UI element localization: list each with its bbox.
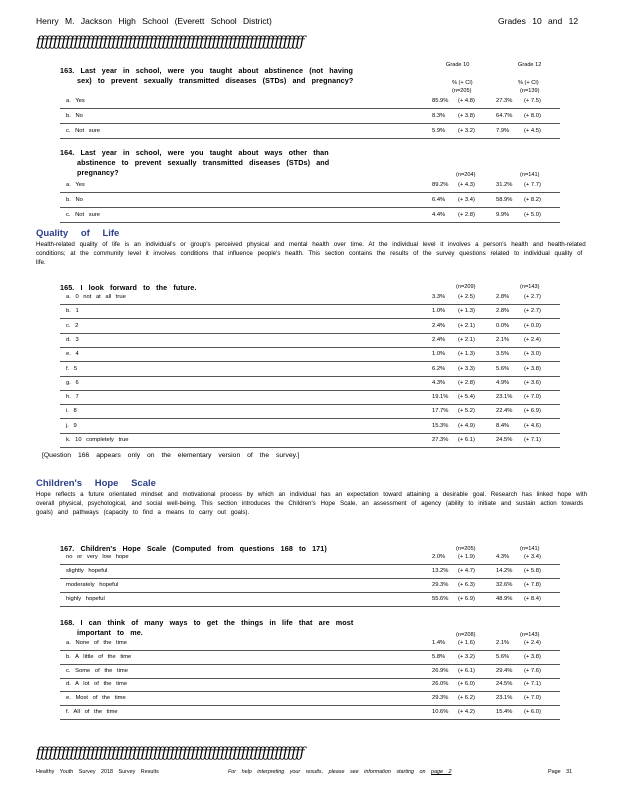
grade10-percent: 29.3% bbox=[432, 582, 449, 588]
row-divider bbox=[60, 606, 560, 607]
grade12-ci: (+ 2.4) bbox=[524, 336, 541, 343]
grade10-ci: (+ 1.6) bbox=[458, 640, 475, 646]
grade12-ci: (+ 6.9) bbox=[524, 408, 541, 415]
table-row bbox=[60, 182, 560, 191]
footer-page-link[interactable]: page 2 bbox=[431, 769, 452, 775]
decorative-rule-bottom: ƒƒƒƒƒƒƒƒƒƒƒƒƒƒƒƒƒƒƒƒƒƒƒƒƒƒƒƒƒƒƒƒƒƒƒƒƒƒƒƒƒƒƒƒƒƒƒƒƒƒƒƒƒƒƒƒƒƒƒƒƒƒƒƒ bbox=[36, 745, 304, 761]
grade10-percent: 17.7% bbox=[432, 408, 449, 415]
grade10-ci: (+ 6.2) bbox=[458, 695, 475, 702]
grade10-percent: 6.4% bbox=[432, 197, 446, 203]
row-label: d. A lot of the time bbox=[66, 681, 128, 688]
grade12-percent: 48.9% bbox=[496, 596, 513, 602]
grade10-ci: (+ 3.3) bbox=[458, 365, 475, 372]
quality-of-life-heading: Quality of Life bbox=[36, 228, 120, 239]
q163-title-line1: 163. Last year in school, were you taught about abstinence (not having bbox=[60, 66, 354, 75]
grade12-ci: (+ 8.4) bbox=[524, 596, 541, 602]
grade10-ci: (+ 1.9) bbox=[458, 554, 475, 560]
grade12-percent: 2.8% bbox=[496, 294, 510, 300]
table-row bbox=[60, 323, 560, 332]
grade10-ci: (+ 3.2) bbox=[458, 653, 475, 660]
grades-header: Grades 10 and 12 bbox=[498, 16, 579, 26]
grade10-percent: 8.3% bbox=[432, 113, 446, 119]
grade10-percent: 5.9% bbox=[432, 128, 446, 134]
row-divider bbox=[60, 447, 560, 448]
q168-n12: (n=143) bbox=[520, 632, 540, 638]
grade10-ci: (+ 5.2) bbox=[458, 408, 475, 415]
grade10-percent: 1.4% bbox=[432, 640, 446, 646]
q164-n12: (n=141) bbox=[520, 172, 540, 178]
q167-n12: (n=141) bbox=[520, 546, 540, 552]
row-divider bbox=[60, 361, 560, 362]
grade12-ci: (+ 7.5) bbox=[524, 98, 541, 104]
grade10-percent: 2.4% bbox=[432, 336, 446, 343]
row-divider bbox=[60, 192, 560, 193]
q165-title: 165. I look forward to the future. bbox=[60, 283, 197, 292]
grade12-ci: (+ 5.8) bbox=[524, 568, 541, 574]
table-row bbox=[60, 337, 560, 346]
grade10-ci: (+ 2.5) bbox=[458, 294, 475, 300]
row-label: h. 7 bbox=[66, 394, 79, 401]
q168-n10: (n=208) bbox=[456, 632, 476, 638]
grade10-percent: 4.4% bbox=[432, 212, 446, 218]
table-row bbox=[60, 640, 560, 649]
grade10-percent: 1.0% bbox=[432, 308, 446, 315]
row-divider bbox=[60, 318, 560, 319]
row-label: no or very low hope bbox=[66, 554, 129, 560]
grade12-percent: 15.4% bbox=[496, 709, 513, 715]
grade10-ci: (+ 4.8) bbox=[458, 98, 475, 104]
grade10-pct-heading: % (+ CI) bbox=[452, 80, 473, 86]
grade10-percent: 15.3% bbox=[432, 422, 449, 429]
table-row bbox=[60, 294, 560, 303]
row-label: b. No bbox=[66, 197, 83, 203]
row-divider bbox=[60, 207, 560, 208]
row-divider bbox=[60, 347, 560, 348]
grade10-percent: 5.8% bbox=[432, 653, 446, 660]
grade12-percent: 9.9% bbox=[496, 212, 510, 218]
grade12-percent: 23.1% bbox=[496, 394, 513, 401]
grade10-ci: (+ 3.4) bbox=[458, 197, 475, 203]
table-row bbox=[60, 596, 560, 605]
row-divider bbox=[60, 390, 560, 391]
grade10-ci: (+ 2.8) bbox=[458, 379, 475, 386]
grade10-ci: (+ 6.3) bbox=[458, 582, 475, 588]
grade10-ci: (+ 2.8) bbox=[458, 212, 475, 218]
grade12-ci: (+ 5.0) bbox=[524, 212, 541, 218]
grade10-ci: (+ 4.2) bbox=[458, 709, 475, 715]
row-divider bbox=[60, 719, 560, 720]
grade10-ci: (+ 5.4) bbox=[458, 394, 475, 401]
grade10-ci: (+ 6.0) bbox=[458, 681, 475, 688]
table-row bbox=[60, 366, 560, 375]
grade12-ci: (+ 3.8) bbox=[524, 653, 541, 660]
grade10-ci: (+ 6.9) bbox=[458, 596, 475, 602]
row-divider bbox=[60, 108, 560, 109]
row-label: k. 10 completely true bbox=[66, 437, 129, 443]
grade10-ci: (+ 3.8) bbox=[458, 113, 475, 119]
row-label: c. 2 bbox=[66, 322, 79, 329]
row-label: c. Some of the time bbox=[66, 667, 128, 674]
q165-n12: (n=143) bbox=[520, 284, 540, 290]
grade10-percent: 6.2% bbox=[432, 365, 446, 372]
row-label: c. Not sure bbox=[66, 128, 101, 134]
row-label: slightly hopeful bbox=[66, 568, 108, 574]
grade10-percent: 55.6% bbox=[432, 596, 449, 602]
grade12-ci: (+ 7.7) bbox=[524, 182, 541, 188]
grade12-percent: 14.2% bbox=[496, 568, 513, 574]
row-divider bbox=[60, 705, 560, 706]
row-divider bbox=[60, 304, 560, 305]
grade12-ci: (+ 6.0) bbox=[524, 709, 541, 715]
grade12-percent: 4.9% bbox=[496, 379, 510, 386]
grade12-percent: 5.6% bbox=[496, 653, 510, 660]
row-label: f. 5 bbox=[66, 365, 78, 372]
row-label: e. 4 bbox=[66, 351, 79, 358]
row-divider bbox=[60, 123, 560, 124]
grade12-ci: (+ 2.4) bbox=[524, 640, 541, 646]
row-label: c. Not sure bbox=[66, 212, 101, 218]
row-divider bbox=[60, 664, 560, 665]
row-label: highly hopeful bbox=[66, 596, 105, 602]
grade10-ci: (+ 6.1) bbox=[458, 437, 475, 443]
q167-title: 167. Children's Hope Scale (Computed from questions 168 to 171) bbox=[60, 544, 327, 553]
table-row bbox=[60, 582, 560, 591]
q163-title-line2: sex) to prevent sexually transmitted diseases (STDs) and pregnancy? bbox=[77, 76, 354, 85]
grade12-percent: 2.8% bbox=[496, 308, 510, 315]
grade12-ci: (+ 2.7) bbox=[524, 294, 541, 300]
grade10-percent: 85.9% bbox=[432, 98, 449, 104]
row-label: b. No bbox=[66, 113, 83, 119]
grade12-percent: 2.1% bbox=[496, 640, 510, 646]
grade10-percent: 27.3% bbox=[432, 437, 449, 443]
row-divider bbox=[60, 222, 560, 223]
hope-scale-heading: Children's Hope Scale bbox=[36, 478, 156, 489]
grade12-percent: 7.9% bbox=[496, 128, 510, 134]
q168-title-line2: important to me. bbox=[77, 628, 143, 637]
grade12-percent: 24.5% bbox=[496, 437, 513, 443]
grade12-heading: Grade 12 bbox=[518, 62, 542, 68]
grade10-ci: (+ 4.9) bbox=[458, 422, 475, 429]
grade12-ci: (+ 7.6) bbox=[524, 667, 541, 674]
grade12-percent: 5.6% bbox=[496, 365, 510, 372]
grade12-percent: 0.0% bbox=[496, 322, 510, 329]
grade10-percent: 3.3% bbox=[432, 294, 446, 300]
table-row bbox=[60, 423, 560, 432]
grade12-ci: (+ 3.6) bbox=[524, 379, 541, 386]
table-row bbox=[60, 681, 560, 690]
grade12-ci: (+ 3.8) bbox=[524, 365, 541, 372]
grade10-percent: 2.0% bbox=[432, 554, 446, 560]
table-row bbox=[60, 128, 560, 137]
school-header: Henry M. Jackson High School (Everett School District) bbox=[36, 16, 272, 26]
table-row bbox=[60, 98, 560, 107]
footer-help bbox=[228, 769, 452, 775]
grade10-ci: (+ 1.3) bbox=[458, 351, 475, 358]
table-row bbox=[60, 654, 560, 663]
grade10-percent: 19.1% bbox=[432, 394, 449, 401]
grade12-ci: (+ 8.0) bbox=[524, 113, 541, 119]
table-row bbox=[60, 212, 560, 221]
q164-n10: (n=204) bbox=[456, 172, 476, 178]
table-row bbox=[60, 197, 560, 206]
row-label: a. Yes bbox=[66, 182, 85, 188]
grade12-percent: 24.5% bbox=[496, 681, 513, 688]
row-divider bbox=[60, 376, 560, 377]
row-divider bbox=[60, 564, 560, 565]
table-row bbox=[60, 308, 560, 317]
grade10-ci: (+ 3.2) bbox=[458, 128, 475, 134]
table-row bbox=[60, 380, 560, 389]
grade10-percent: 13.2% bbox=[432, 568, 449, 574]
grade10-ci: (+ 1.3) bbox=[458, 308, 475, 315]
table-row bbox=[60, 568, 560, 577]
grade12-percent: 2.1% bbox=[496, 336, 510, 343]
table-row bbox=[60, 394, 560, 403]
row-divider bbox=[60, 578, 560, 579]
grade10-ci: (+ 2.1) bbox=[458, 322, 475, 329]
q164-title-line2: abstinence to prevent sexually transmitted diseases (STDs) and bbox=[77, 158, 330, 167]
grade12-percent: 4.3% bbox=[496, 554, 510, 560]
grade12-ci: (+ 0.0) bbox=[524, 322, 541, 329]
grade12-percent: 58.9% bbox=[496, 197, 513, 203]
grade10-percent: 89.2% bbox=[432, 182, 449, 188]
row-label: j. 9 bbox=[66, 422, 77, 429]
q165-n10: (n=209) bbox=[456, 284, 476, 290]
grade10-ci: (+ 6.1) bbox=[458, 667, 475, 674]
grade10-percent: 2.4% bbox=[432, 322, 446, 329]
table-row bbox=[60, 695, 560, 704]
table-row bbox=[60, 668, 560, 677]
grade12-ci: (+ 2.7) bbox=[524, 308, 541, 315]
row-divider bbox=[60, 691, 560, 692]
grade12-ci: (+ 3.0) bbox=[524, 351, 541, 358]
grade10-heading: Grade 10 bbox=[446, 62, 470, 68]
row-label: g. 6 bbox=[66, 379, 79, 386]
q167-n10: (n=205) bbox=[456, 546, 476, 552]
table-row bbox=[60, 408, 560, 417]
grade10-ci: (+ 4.7) bbox=[458, 568, 475, 574]
row-divider bbox=[60, 138, 560, 139]
row-label: b. A little of the time bbox=[66, 653, 132, 660]
grade10-percent: 26.9% bbox=[432, 667, 449, 674]
grade12-ci: (+ 7.8) bbox=[524, 582, 541, 588]
grade12-ci: (+ 7.0) bbox=[524, 394, 541, 401]
grade12-ci: (+ 4.5) bbox=[524, 128, 541, 134]
grade10-ci: (+ 2.1) bbox=[458, 336, 475, 343]
grade12-ci: (+ 7.1) bbox=[524, 437, 541, 443]
q168-title-line1: 168. I can think of many ways to get the things in life that are most bbox=[60, 618, 354, 627]
row-label: a. Yes bbox=[66, 98, 85, 104]
footer-page-number: Page 31 bbox=[548, 769, 573, 775]
footer-left: Healthy Youth Survey 2018 Survey Results bbox=[36, 769, 159, 775]
grade10-percent: 29.3% bbox=[432, 695, 449, 702]
q163-n10: (n=205) bbox=[452, 88, 472, 94]
grade12-percent: 32.6% bbox=[496, 582, 513, 588]
table-row bbox=[60, 709, 560, 718]
grade10-percent: 1.0% bbox=[432, 351, 446, 358]
quality-of-life-text: Health-related quality of life is an individual's or group's perceived physical and mental health over time. At the individual level it involves a person's health and health-related conditions; at the community level it involves conditions that influence people's health. This section contains the results of the survey questions related to individual quality of life. bbox=[36, 241, 586, 266]
question-166-note: [Question 166 appears only on the elementary version of the survey.] bbox=[42, 452, 300, 459]
row-divider bbox=[60, 592, 560, 593]
row-label: a. None of the time bbox=[66, 640, 127, 646]
grade12-ci: (+ 3.4) bbox=[524, 554, 541, 560]
row-label: b. 1 bbox=[66, 308, 79, 315]
grade12-percent: 31.2% bbox=[496, 182, 513, 188]
q163-n12: (n=139) bbox=[520, 88, 540, 94]
grade12-ci: (+ 7.1) bbox=[524, 681, 541, 688]
grade12-ci: (+ 7.0) bbox=[524, 695, 541, 702]
table-row bbox=[60, 351, 560, 360]
q164-title-line3: pregnancy? bbox=[77, 168, 119, 177]
grade12-pct-heading: % (+ CI) bbox=[518, 80, 539, 86]
row-divider bbox=[60, 333, 560, 334]
table-row bbox=[60, 554, 560, 563]
grade12-ci: (+ 8.2) bbox=[524, 197, 541, 203]
grade12-percent: 22.4% bbox=[496, 408, 513, 415]
row-label: f. All of the time bbox=[66, 709, 118, 715]
row-divider bbox=[60, 650, 560, 651]
table-row bbox=[60, 113, 560, 122]
row-divider bbox=[60, 418, 560, 419]
footer-help-text: For help interpreting your results, please see information starting on bbox=[228, 769, 426, 775]
row-divider bbox=[60, 678, 560, 679]
grade10-percent: 4.3% bbox=[432, 379, 446, 386]
grade12-percent: 23.1% bbox=[496, 695, 513, 702]
grade12-percent: 8.4% bbox=[496, 422, 510, 429]
grade10-percent: 10.6% bbox=[432, 709, 449, 715]
table-row bbox=[60, 437, 560, 446]
grade12-percent: 27.3% bbox=[496, 98, 513, 104]
grade12-percent: 64.7% bbox=[496, 113, 513, 119]
grade10-percent: 26.0% bbox=[432, 681, 449, 688]
hope-scale-text: Hope reflects a future orientated mindset and motivational process by which an individual has an expectation toward attaining a desirable goal. Research has linked hope with overall physical, psychological, and social well-being. This section introduces the Children's Hope Scale, an assessment of agency (ability to initiate and sustain action towards goals) and pathways (capacity to find a means to carry out goals). bbox=[36, 491, 588, 516]
grade12-percent: 3.5% bbox=[496, 351, 510, 358]
grade12-percent: 29.4% bbox=[496, 667, 513, 674]
row-label: a. 0 not at all true bbox=[66, 294, 126, 300]
q164-title-line1: 164. Last year in school, were you taught about ways other than bbox=[60, 148, 329, 157]
row-divider bbox=[60, 404, 560, 405]
grade12-ci: (+ 4.6) bbox=[524, 422, 541, 429]
grade10-ci: (+ 4.3) bbox=[458, 182, 475, 188]
row-label: i. 8 bbox=[66, 408, 77, 415]
row-divider bbox=[60, 433, 560, 434]
row-label: d. 3 bbox=[66, 336, 79, 343]
decorative-rule-top: ƒƒƒƒƒƒƒƒƒƒƒƒƒƒƒƒƒƒƒƒƒƒƒƒƒƒƒƒƒƒƒƒƒƒƒƒƒƒƒƒƒƒƒƒƒƒƒƒƒƒƒƒƒƒƒƒƒƒƒƒƒƒƒƒ bbox=[36, 34, 304, 50]
row-label: e. Most of the time bbox=[66, 695, 126, 702]
row-label: moderately hopeful bbox=[66, 582, 119, 588]
